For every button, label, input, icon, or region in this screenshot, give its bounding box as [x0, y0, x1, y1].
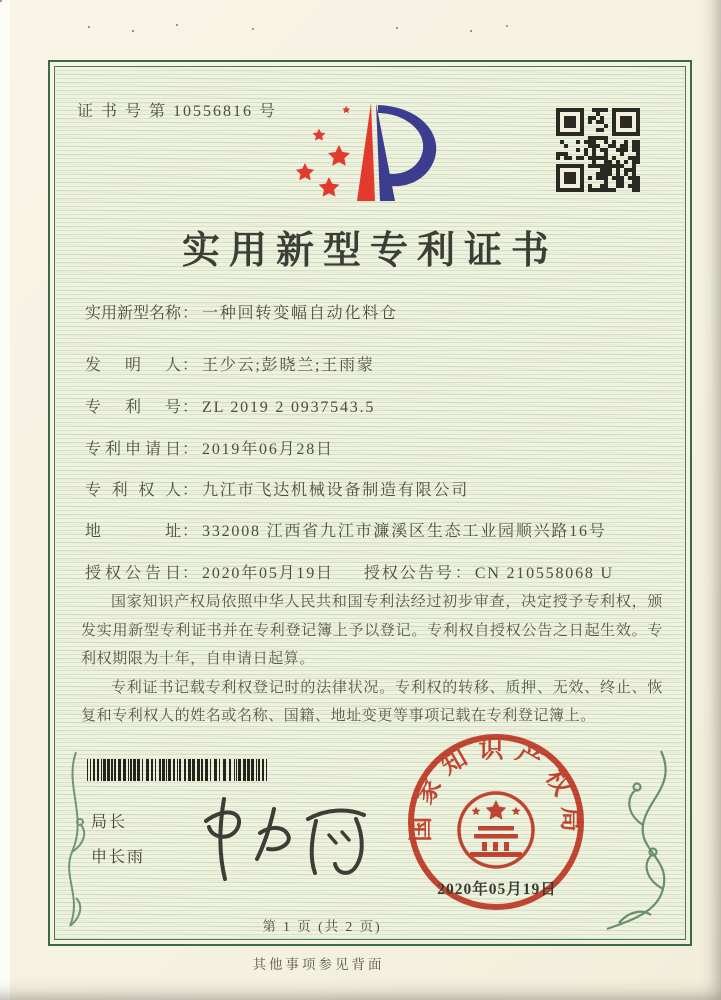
colon: ：	[182, 482, 199, 499]
qr-code-icon	[556, 108, 640, 192]
certificate-inner-area	[54, 66, 686, 940]
corner-ornament-icon	[589, 743, 681, 933]
seal-date: 2020年05月19日	[437, 881, 557, 898]
field-value: 九江市飞达机械设备制造有限公司	[202, 482, 470, 499]
grant-no-value: CN 210558068 U	[474, 565, 614, 582]
field-value: 2019年06月28日	[202, 441, 334, 458]
colon: ：	[454, 565, 471, 582]
field-label: 授权公告日	[85, 565, 181, 582]
signature-icon	[188, 783, 388, 893]
field-label: 实用新型名称	[85, 305, 182, 322]
seal-text: 国家知识产权局	[407, 736, 585, 842]
legal-text	[81, 588, 663, 731]
field-label: 专利权人	[85, 482, 181, 499]
cnipa-logo-icon	[283, 97, 451, 209]
svg-text:国家知识产权局	[407, 735, 585, 841]
colon: ：	[182, 441, 199, 458]
colon: ：	[182, 399, 199, 416]
colon: ：	[182, 305, 199, 322]
corner-ornament-icon	[58, 748, 96, 933]
page-number: 第 1 页 (共 2 页)	[262, 919, 382, 934]
scan-speckles	[0, 0, 2, 2]
legal-paragraph-1: 国家知识产权局依照中华人民共和国专利法经过初步审查，决定授予专利权，颁发实用新型专利证书并在专利登记簿上予以登记。专利权自授权公告之日起生效。专利权期限为十年，自申请日起算。	[81, 594, 663, 667]
colon: ：	[182, 357, 199, 374]
colon: ：	[182, 523, 199, 540]
grant-no-label: 授权公告号	[363, 565, 454, 582]
barcode-icon	[87, 759, 273, 781]
field-row-filing-date	[85, 436, 334, 459]
field-row-title-name	[85, 300, 398, 323]
certificate-number: 证 书 号 第 10556816 号	[77, 103, 278, 120]
commissioner-name: 申长雨	[91, 849, 146, 866]
field-row-patent-number	[85, 394, 375, 417]
certificate-title: 实用新型专利证书	[181, 230, 558, 272]
field-value: 332008 江西省九江市濂溪区生态工业园顺兴路16号	[202, 523, 607, 540]
field-value: 王少云;彭晓兰;王雨蒙	[202, 357, 375, 374]
commissioner-block	[91, 809, 145, 867]
field-row-address	[85, 518, 607, 541]
back-side-note: 其他事项参见背面	[252, 957, 385, 972]
field-value: ZL 2019 2 0937543.5	[202, 399, 376, 416]
certificate-border-frame	[48, 60, 692, 946]
field-label: 地址	[85, 523, 181, 540]
field-row-patentee	[85, 477, 469, 500]
field-label: 专利号	[85, 399, 181, 416]
commissioner-title: 局长	[91, 814, 128, 831]
field-label: 专利申请日	[85, 441, 181, 458]
grant-date-value: 2020年05月19日	[202, 565, 334, 582]
field-value: 一种回转变幅自动化料仓	[202, 305, 398, 322]
field-row-inventors	[85, 352, 375, 375]
field-row-grant	[85, 560, 614, 583]
legal-paragraph-2: 专利证书记载专利权登记时的法律状况。专利权的转移、质押、无效、终止、恢复和专利权人的姓名或名称、国籍、地址变更等事项记载在专利登记簿上。	[81, 679, 663, 724]
colon: ：	[182, 565, 199, 582]
field-label: 发明人	[85, 357, 181, 374]
